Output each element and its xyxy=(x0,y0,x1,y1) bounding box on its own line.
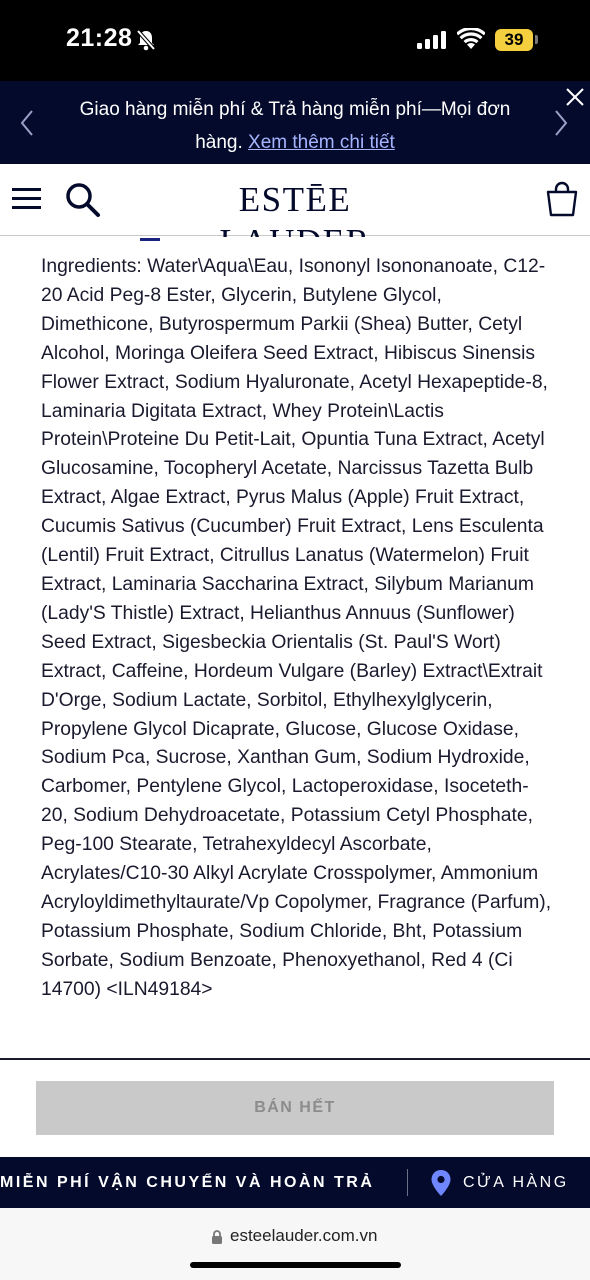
section-divider xyxy=(0,1058,590,1060)
divider xyxy=(407,1169,408,1196)
search-icon[interactable] xyxy=(64,181,102,219)
status-bar xyxy=(0,0,590,81)
promo-banner xyxy=(0,81,590,164)
store-locator-link[interactable]: CỬA HÀNG xyxy=(463,1174,569,1191)
site-header xyxy=(0,164,590,236)
promo-text: Giao hàng miễn phí & Trả hàng miễn phí—Mọi đơn hàng. xyxy=(79,99,511,153)
battery-nub xyxy=(535,35,538,44)
home-indicator[interactable] xyxy=(190,1262,401,1268)
lock-icon xyxy=(211,1229,223,1245)
promo-message xyxy=(58,93,532,159)
chevron-right-icon[interactable] xyxy=(548,107,574,139)
brand-logo[interactable]: ESTĒE xyxy=(238,180,352,219)
section-heading-fragment xyxy=(140,237,160,241)
browser-address-bar[interactable] xyxy=(0,1208,590,1280)
free-shipping-link[interactable]: MIỄN PHÍ VẬN CHUYỂN VÀ HOÀN TRẢ xyxy=(0,1174,375,1191)
shopping-bag-icon[interactable] xyxy=(545,180,579,218)
product-details xyxy=(0,237,590,1059)
service-bar xyxy=(0,1157,590,1208)
chevron-left-icon[interactable] xyxy=(14,107,40,139)
promo-details-link[interactable]: Xem thêm chi tiết xyxy=(248,132,395,153)
close-icon[interactable] xyxy=(564,86,586,108)
wifi-icon xyxy=(457,28,485,50)
signal-icon xyxy=(417,31,447,49)
bell-off-icon xyxy=(136,29,156,51)
battery-icon xyxy=(495,29,533,51)
sold-out-button[interactable]: BÁN HẾT xyxy=(36,1081,554,1135)
menu-icon[interactable] xyxy=(12,186,42,212)
url-text[interactable]: esteelauder.com.vn xyxy=(230,1226,378,1245)
status-time: 21:28 xyxy=(66,24,133,52)
location-pin-icon[interactable] xyxy=(430,1169,452,1197)
ingredients-text: Ingredients: Water\Aqua\Eau, Isononyl Isononanoate, C12-20 Acid Peg-8 Ester, Glycerin, Butylene Glycol, Dimethicone, Butyrospermum Parkii (Shea) Butter, Cetyl Alcohol, Moringa Oleifera Seed Extract, Hibiscus Sinensis Flower Extract, Sodium Hyaluronate, Acetyl Hexapeptide-8, Laminaria Digitata Extract, Whey Protein\Lactis Protein\Proteine Du Petit-Lait, Opuntia Tuna Extract, Acetyl Glucosamine, Tocopheryl Acetate, Narcissus Tazetta Bulb Extract, Algae Extract, Pyrus Malus (Apple) Fruit Extract, Cucumis Sativus (Cucumber) Fruit Extract, Lens Esculenta (Lentil) Fruit Extract, Citrullus Lanatus (Watermelon) Fruit Extract, Laminaria Saccharina Extract, Silybum Marianum (Lady'S Thistle) Extract, Helianthus Annuus (Sunflower) Seed Extract, Sigesbeckia Orientalis (St. Paul'S Wort) Extract, Caffeine, Hordeum Vulgare (Barley) Extract\Extrait D'Orge, Sodium Lactate, Sorbitol, Ethylhexylglycerin, Propylene Glycol Dicaprate, Glucose, Glucose Oxidase, Sodium Pca, Sucrose, Xanthan Gum, Sodium Hydroxide, Carbomer, Pentylene Glycol, Lactoperoxidase, Isoceteth-20, Sodium Dehydroacetate, Potassium Cetyl Phosphate, Peg-100 Stearate, Tetrahexyldecyl Ascorbate, Acrylates/C10-30 Alkyl Acrylate Crosspolymer, Ammonium Acryloyldimethyltaurate/Vp Copolymer, Fragrance (Parfum), Potassium Phosphate, Sodium Chloride, Bht, Potassium Sorbate, Sodium Benzoate, Phenoxyethanol, Red 4 (Ci 14700) <ILN49184> xyxy=(41,256,552,1000)
battery-level: 39 xyxy=(504,30,524,49)
